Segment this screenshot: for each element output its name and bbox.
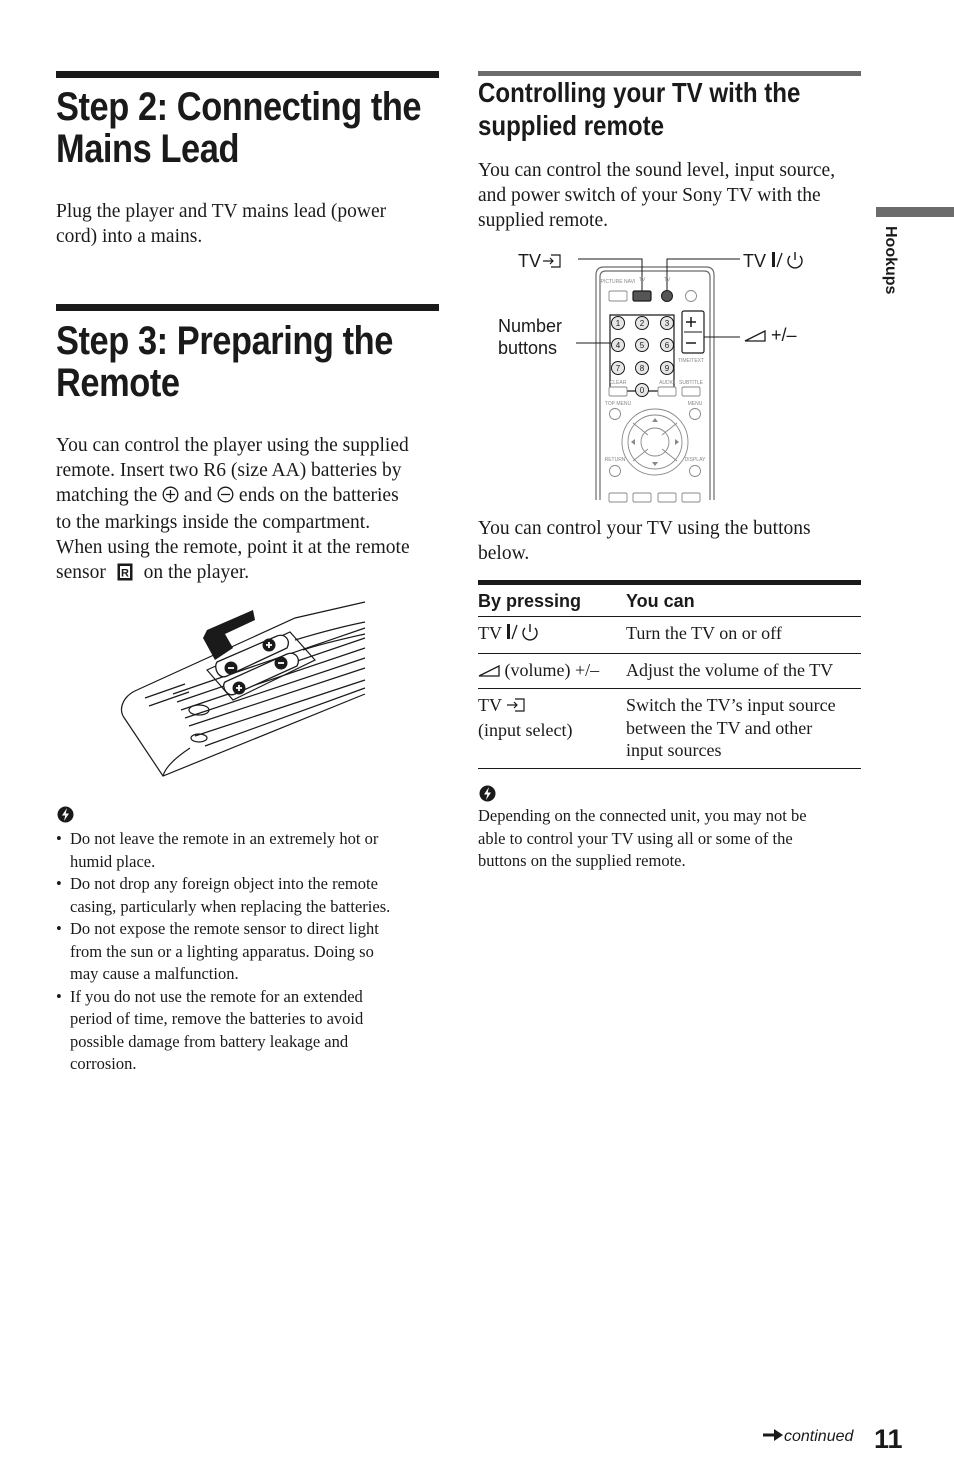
remote-digit-label: 2 (639, 319, 645, 328)
remote-menu-label: MENU (687, 401, 703, 407)
step2-body: Plug the player and TV mains lead (power cord) into a mains. (56, 201, 387, 247)
footer-continued: continued (762, 1428, 853, 1447)
minus-circle-icon (217, 485, 234, 510)
remote-display-label: DISPLAY (684, 457, 706, 463)
table-row: TV (input select) Switch the TV’s input source between the TV and other input sources (478, 689, 861, 769)
remote-digit-label: 0 (639, 386, 645, 395)
side-tab-bar (876, 207, 954, 217)
remote-digit-label: 8 (639, 364, 645, 373)
control-intro: You can control the sound level, input source, and power switch of your Sony TV with the supplied remote. (478, 160, 836, 231)
plus-circle-icon (162, 485, 179, 510)
table-header-by-pressing: By pressing (478, 585, 626, 617)
remote-digit-label: 1 (615, 319, 621, 328)
table-header-row (478, 585, 861, 617)
remote-tv-power-label: TV (663, 277, 671, 283)
hint-icon-left (57, 806, 74, 828)
volume-icon (744, 325, 766, 347)
remote-clear-label: CLEAR (609, 380, 627, 386)
table-row: (volume) +/– Adjust the volume of the TV (478, 653, 861, 689)
step2-rule (56, 71, 439, 78)
continued-arrow-icon (762, 1428, 784, 1447)
remote-digit-label: 7 (615, 364, 621, 373)
diagram-label-volume: +/– (744, 324, 797, 347)
remote-return-label: RETURN (604, 457, 626, 463)
diagram-label-number-buttons: Number buttons (498, 316, 563, 358)
diagram-label-tv-input: TV (518, 250, 562, 274)
control-note: Depending on the connected unit, you may not be able to control your TV using all or some of the buttons on the supplied remote. (478, 806, 807, 870)
remote-digit-label: 5 (639, 341, 645, 350)
table-header-you-can: You can (626, 585, 861, 617)
input-select-icon (542, 252, 562, 274)
list-item: • Do not drop any foreign object into the remote casing, particularly when replacing the batteries. (56, 873, 446, 918)
step2-title: Step 2: Connecting the Mains Lead (56, 85, 422, 171)
svg-text:R: R (120, 567, 129, 580)
remote-sensor-icon (117, 563, 133, 588)
battery-insertion-illustration (115, 598, 367, 785)
diagram-label-tv-power: TV (743, 250, 805, 274)
remote-digit-label: 6 (664, 341, 670, 350)
page-number: 11 (874, 1424, 903, 1454)
list-item: • Do not leave the remote in an extremely hot or humid place. (56, 828, 446, 873)
remote-digit-label: 9 (664, 364, 670, 373)
step3-body: You can control the player using the supplied remote. Insert two R6 (size AA) batteries by matching the and ends on the batteries to the markings inside the compartment. When using the remote, point it at the remote sensor R on the player. (56, 433, 446, 588)
list-item: • If you do not use the remote for an extended period of time, remove the batteries to avoid possible damage from battery leakage and corrosion. (56, 986, 446, 1076)
tv-control-table (478, 580, 861, 769)
side-tab-label: Hookups (882, 226, 899, 295)
input-select-icon (506, 696, 526, 719)
remote-subtitle-label: SUBTITLE (679, 380, 703, 386)
remote-control-diagram (478, 245, 878, 505)
control-below-text: You can control your TV using the buttons below. (478, 518, 811, 564)
step3-title: Step 3: Preparing the Remote (56, 319, 393, 405)
control-title: Controlling your TV with the supplied remote (478, 77, 801, 141)
list-item: • Do not expose the remote sensor to direct light from the sun or a lighting apparatus. Doing so may cause a malfunction. (56, 918, 446, 986)
power-icon (771, 251, 805, 274)
remote-notes-list (56, 828, 446, 1076)
remote-top-menu-label: TOP MENU (604, 401, 632, 407)
power-icon (506, 623, 540, 647)
remote-tv-input-label: TV (638, 277, 646, 283)
remote-time-text-label: TIME/TEXT (677, 358, 705, 364)
table-row: TV Turn the TV on or off (478, 617, 861, 654)
remote-digit-label: 4 (615, 341, 621, 350)
hint-icon-right (479, 785, 496, 807)
remote-picture-navi-label: PICTURE NAVI (600, 279, 636, 285)
remote-audio-label: AUDIO (659, 380, 675, 386)
remote-digit-label: 3 (664, 319, 670, 328)
step3-rule (56, 304, 439, 311)
volume-icon (478, 660, 500, 683)
